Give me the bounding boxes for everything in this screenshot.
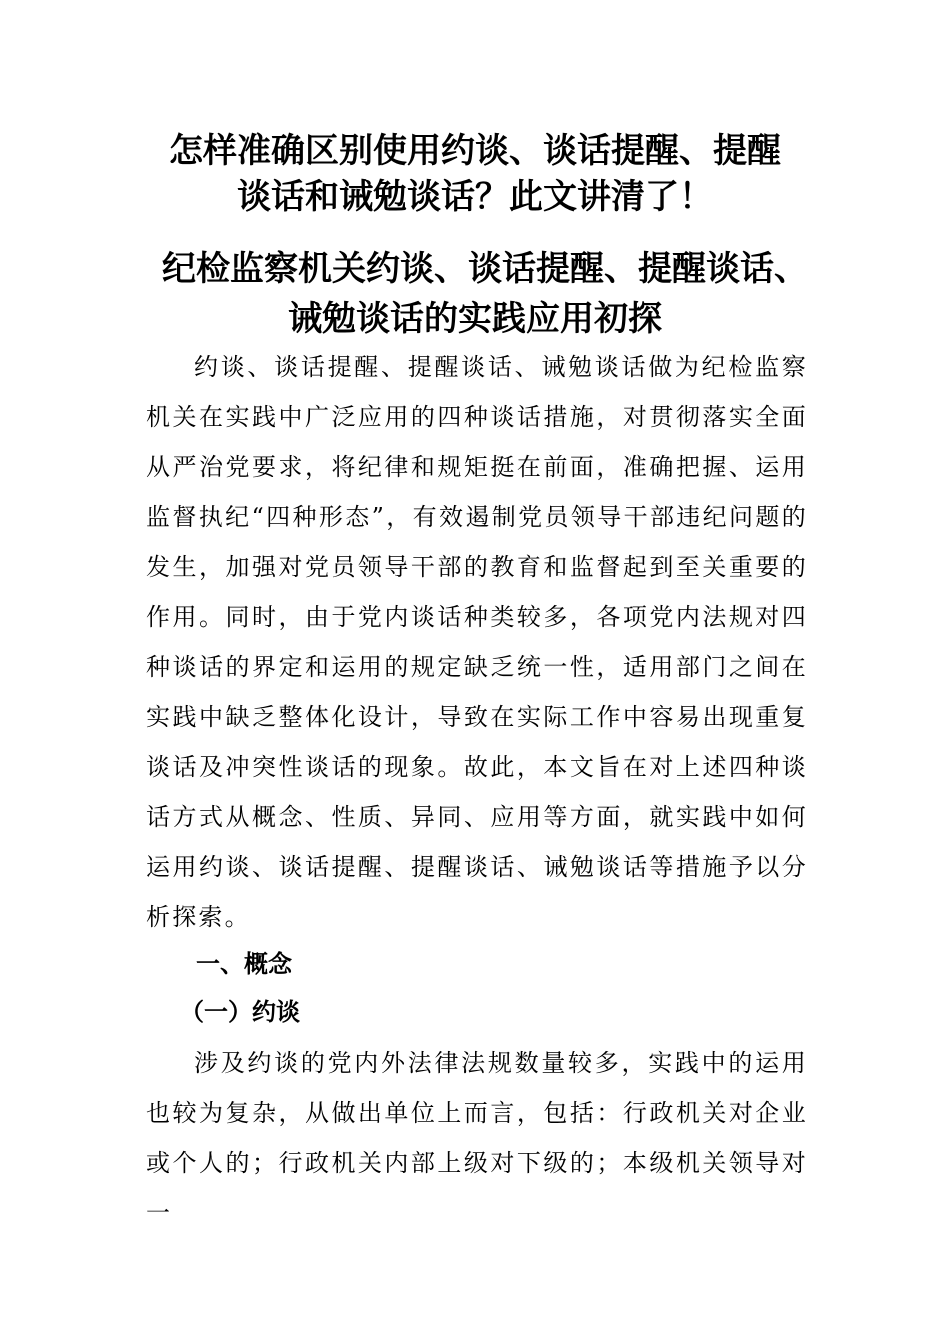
intro-paragraph: 约谈、谈话提醒、提醒谈话、诫勉谈话做为纪检监察机关在实践中广泛应用的四种谈话措施，对贯彻落实全面从严治党要求，将纪律和规矩挺在前面，准确把握、运用监督执纪“四种形态”，有效遏制党员领导干部违纪问题的发生，加强对党员领导干部的教育和监督起到至关重要的作用。同时，由于党内谈话种类较多，各项党内法规对四种谈话的界定和运用的规定缺乏统一性，适用部门之间在实践中缺乏整体化设计，导致在实际工作中容易出现重复谈话及冲突性谈话的现象。故此，本文旨在对上述四种谈话方式从概念、性质、异同、应用等方面，就实践中如何运用约谈、谈话提醒、提醒谈话、诫勉谈话等措施予以分析探索。 bbox=[146, 353, 808, 931]
subsection-paragraph: 涉及约谈的党内外法律法规数量较多，实践中的运用也较为复杂，从做出单位上而言，包括：行政机关对企业或个人的；行政机关内部上级对下级的；本级机关领导对一 bbox=[146, 1049, 808, 1227]
document-subtitle-line-1: 纪检监察机关约谈、谈话提醒、提醒谈话、 bbox=[162, 249, 808, 289]
section-heading: 一、概念 bbox=[196, 950, 292, 978]
document-title-line-1: 怎样准确区别使用约谈、谈话提醒、提醒 bbox=[169, 131, 781, 171]
subsection-heading: （一）约谈 bbox=[180, 998, 300, 1026]
document-title-line-2: 谈话和诫勉谈话？此文讲清了！ bbox=[237, 177, 713, 217]
document-subtitle-line-2: 诫勉谈话的实践应用初探 bbox=[288, 299, 662, 339]
